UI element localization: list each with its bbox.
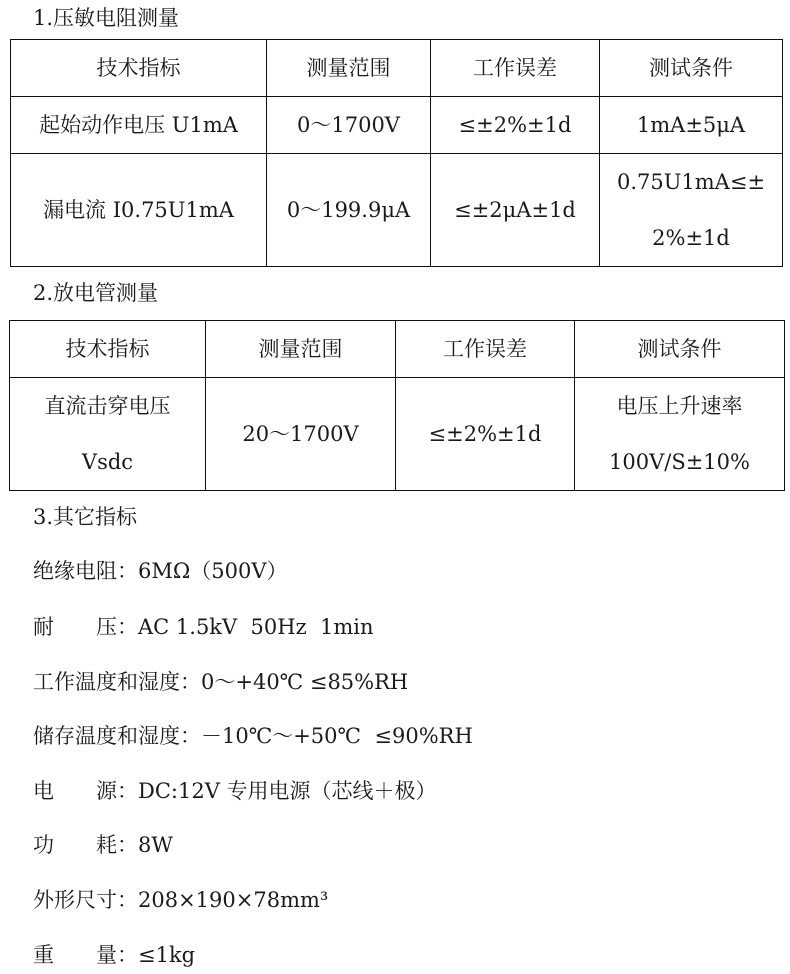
header-indicator: 技术指标 xyxy=(10,321,206,378)
cell-error: ≤±2μA±1d xyxy=(431,154,600,267)
spec-weight: 重 量：≤1kg xyxy=(33,943,196,967)
cell-condition-line-1: 电压上升速率 xyxy=(616,394,743,418)
cell-range: 0～1700V xyxy=(267,97,431,154)
varistor-spec-table xyxy=(10,39,783,267)
section-3-title: 3.其它指标 xyxy=(33,505,138,529)
table-row xyxy=(10,378,785,491)
spec-storage-conditions: 储存温度和湿度：－10℃～+50℃ ≤90%RH xyxy=(33,724,473,748)
header-indicator: 技术指标 xyxy=(11,40,267,97)
cell-range: 0～199.9μA xyxy=(267,154,431,267)
cell-indicator: 起始动作电压 U1mA xyxy=(11,97,267,154)
header-condition: 测试条件 xyxy=(575,321,785,378)
spec-withstand-voltage: 耐 压：AC 1.5kV 50Hz 1min xyxy=(33,615,374,639)
cell-condition-line-2: 100V/S±10% xyxy=(609,450,750,474)
header-error: 工作误差 xyxy=(396,321,575,378)
cell-range: 20～1700V xyxy=(206,378,396,491)
discharge-tube-spec-table xyxy=(9,320,785,491)
cell-error: ≤±2%±1d xyxy=(396,378,575,491)
section-1-title: 1.压敏电阻测量 xyxy=(33,6,180,30)
cell-condition: 1mA±5μA xyxy=(600,97,783,154)
header-range: 测量范围 xyxy=(267,40,431,97)
table-row xyxy=(11,97,783,154)
header-range: 测量范围 xyxy=(206,321,396,378)
cell-error: ≤±2%±1d xyxy=(431,97,600,154)
cell-condition xyxy=(600,154,783,267)
cell-indicator-line-1: 直流击穿电压 xyxy=(44,394,171,418)
table-row xyxy=(11,154,783,267)
cell-indicator: 漏电流 I0.75U1mA xyxy=(11,154,267,267)
header-error: 工作误差 xyxy=(431,40,600,97)
cell-indicator xyxy=(10,378,206,491)
section-2-title: 2.放电管测量 xyxy=(33,281,159,305)
cell-condition xyxy=(575,378,785,491)
spec-power-consumption: 功 耗：8W xyxy=(33,833,173,857)
table-header-row xyxy=(11,40,783,97)
cell-condition-line-2: 2%±1d xyxy=(652,226,730,250)
spec-insulation-resistance: 绝缘电阻：6MΩ（500V） xyxy=(33,559,288,583)
header-condition: 测试条件 xyxy=(600,40,783,97)
table-header-row xyxy=(10,321,785,378)
spec-dimensions: 外形尺寸：208×190×78mm³ xyxy=(33,888,329,912)
cell-condition-line-1: 0.75U1mA≤± xyxy=(616,170,766,194)
spec-power-supply: 电 源：DC:12V 专用电源（芯线＋极） xyxy=(33,779,437,803)
cell-indicator-line-2: Vsdc xyxy=(81,450,134,474)
spec-operating-conditions: 工作温度和湿度：0～+40℃ ≤85%RH xyxy=(33,670,409,694)
